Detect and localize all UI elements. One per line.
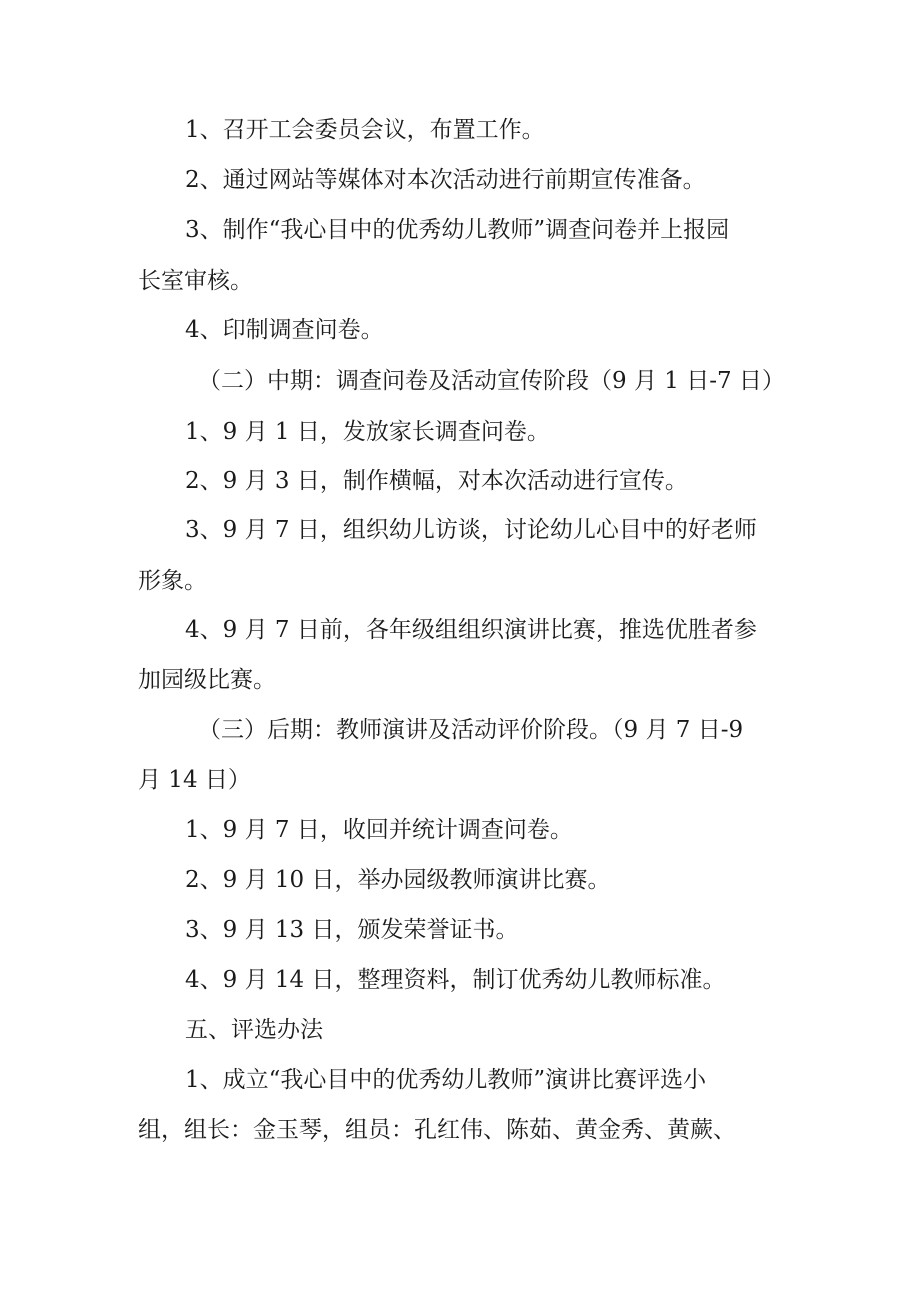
text-line: 2、9 月 10 日，举办园级教师演讲比赛。: [185, 867, 611, 893]
text-line: 加园级比赛。: [138, 667, 276, 693]
section-heading: （二）中期：调查问卷及活动宣传阶段（9 月 1 日-7 日）: [198, 368, 785, 394]
text-line: 1、召开工会委员会议，布置工作。: [185, 117, 545, 143]
text-line: 1、成立“我心目中的优秀幼儿教师”演讲比赛评选小: [185, 1067, 707, 1093]
text-line: 4、印制调查问卷。: [185, 317, 384, 343]
text-line: 组，组长：金玉琴，组员：孔红伟、陈茹、黄金秀、黄蕨、: [138, 1117, 736, 1143]
text-line: 4、9 月 7 日前，各年级组组织演讲比赛，推选优胜者参: [185, 617, 757, 643]
text-line: 2、9 月 3 日，制作横幅，对本次活动进行宣传。: [185, 468, 688, 494]
text-line: 1、9 月 1 日，发放家长调查问卷。: [185, 419, 550, 445]
section-heading: 五、评选办法: [185, 1017, 323, 1043]
text-line: 3、制作“我心目中的优秀幼儿教师”调查问卷并上报园: [185, 217, 730, 243]
text-line: 3、9 月 7 日，组织幼儿访谈，讨论幼儿心目中的好老师: [185, 517, 757, 543]
text-line: 长室审核。: [138, 268, 253, 294]
text-line: 形象。: [138, 568, 207, 594]
text-line: 1、9 月 7 日，收回并统计调查问卷。: [185, 817, 573, 843]
text-line: 月 14 日）: [138, 767, 251, 793]
text-line: 2、通过网站等媒体对本次活动进行前期宣传准备。: [185, 167, 706, 193]
section-heading: （三）后期：教师演讲及活动评价阶段。（9 月 7 日-9: [198, 717, 744, 743]
text-line: 3、9 月 13 日，颁发荣誉证书。: [185, 917, 519, 943]
text-line: 4、9 月 14 日，整理资料，制订优秀幼儿教师标准。: [185, 967, 726, 993]
